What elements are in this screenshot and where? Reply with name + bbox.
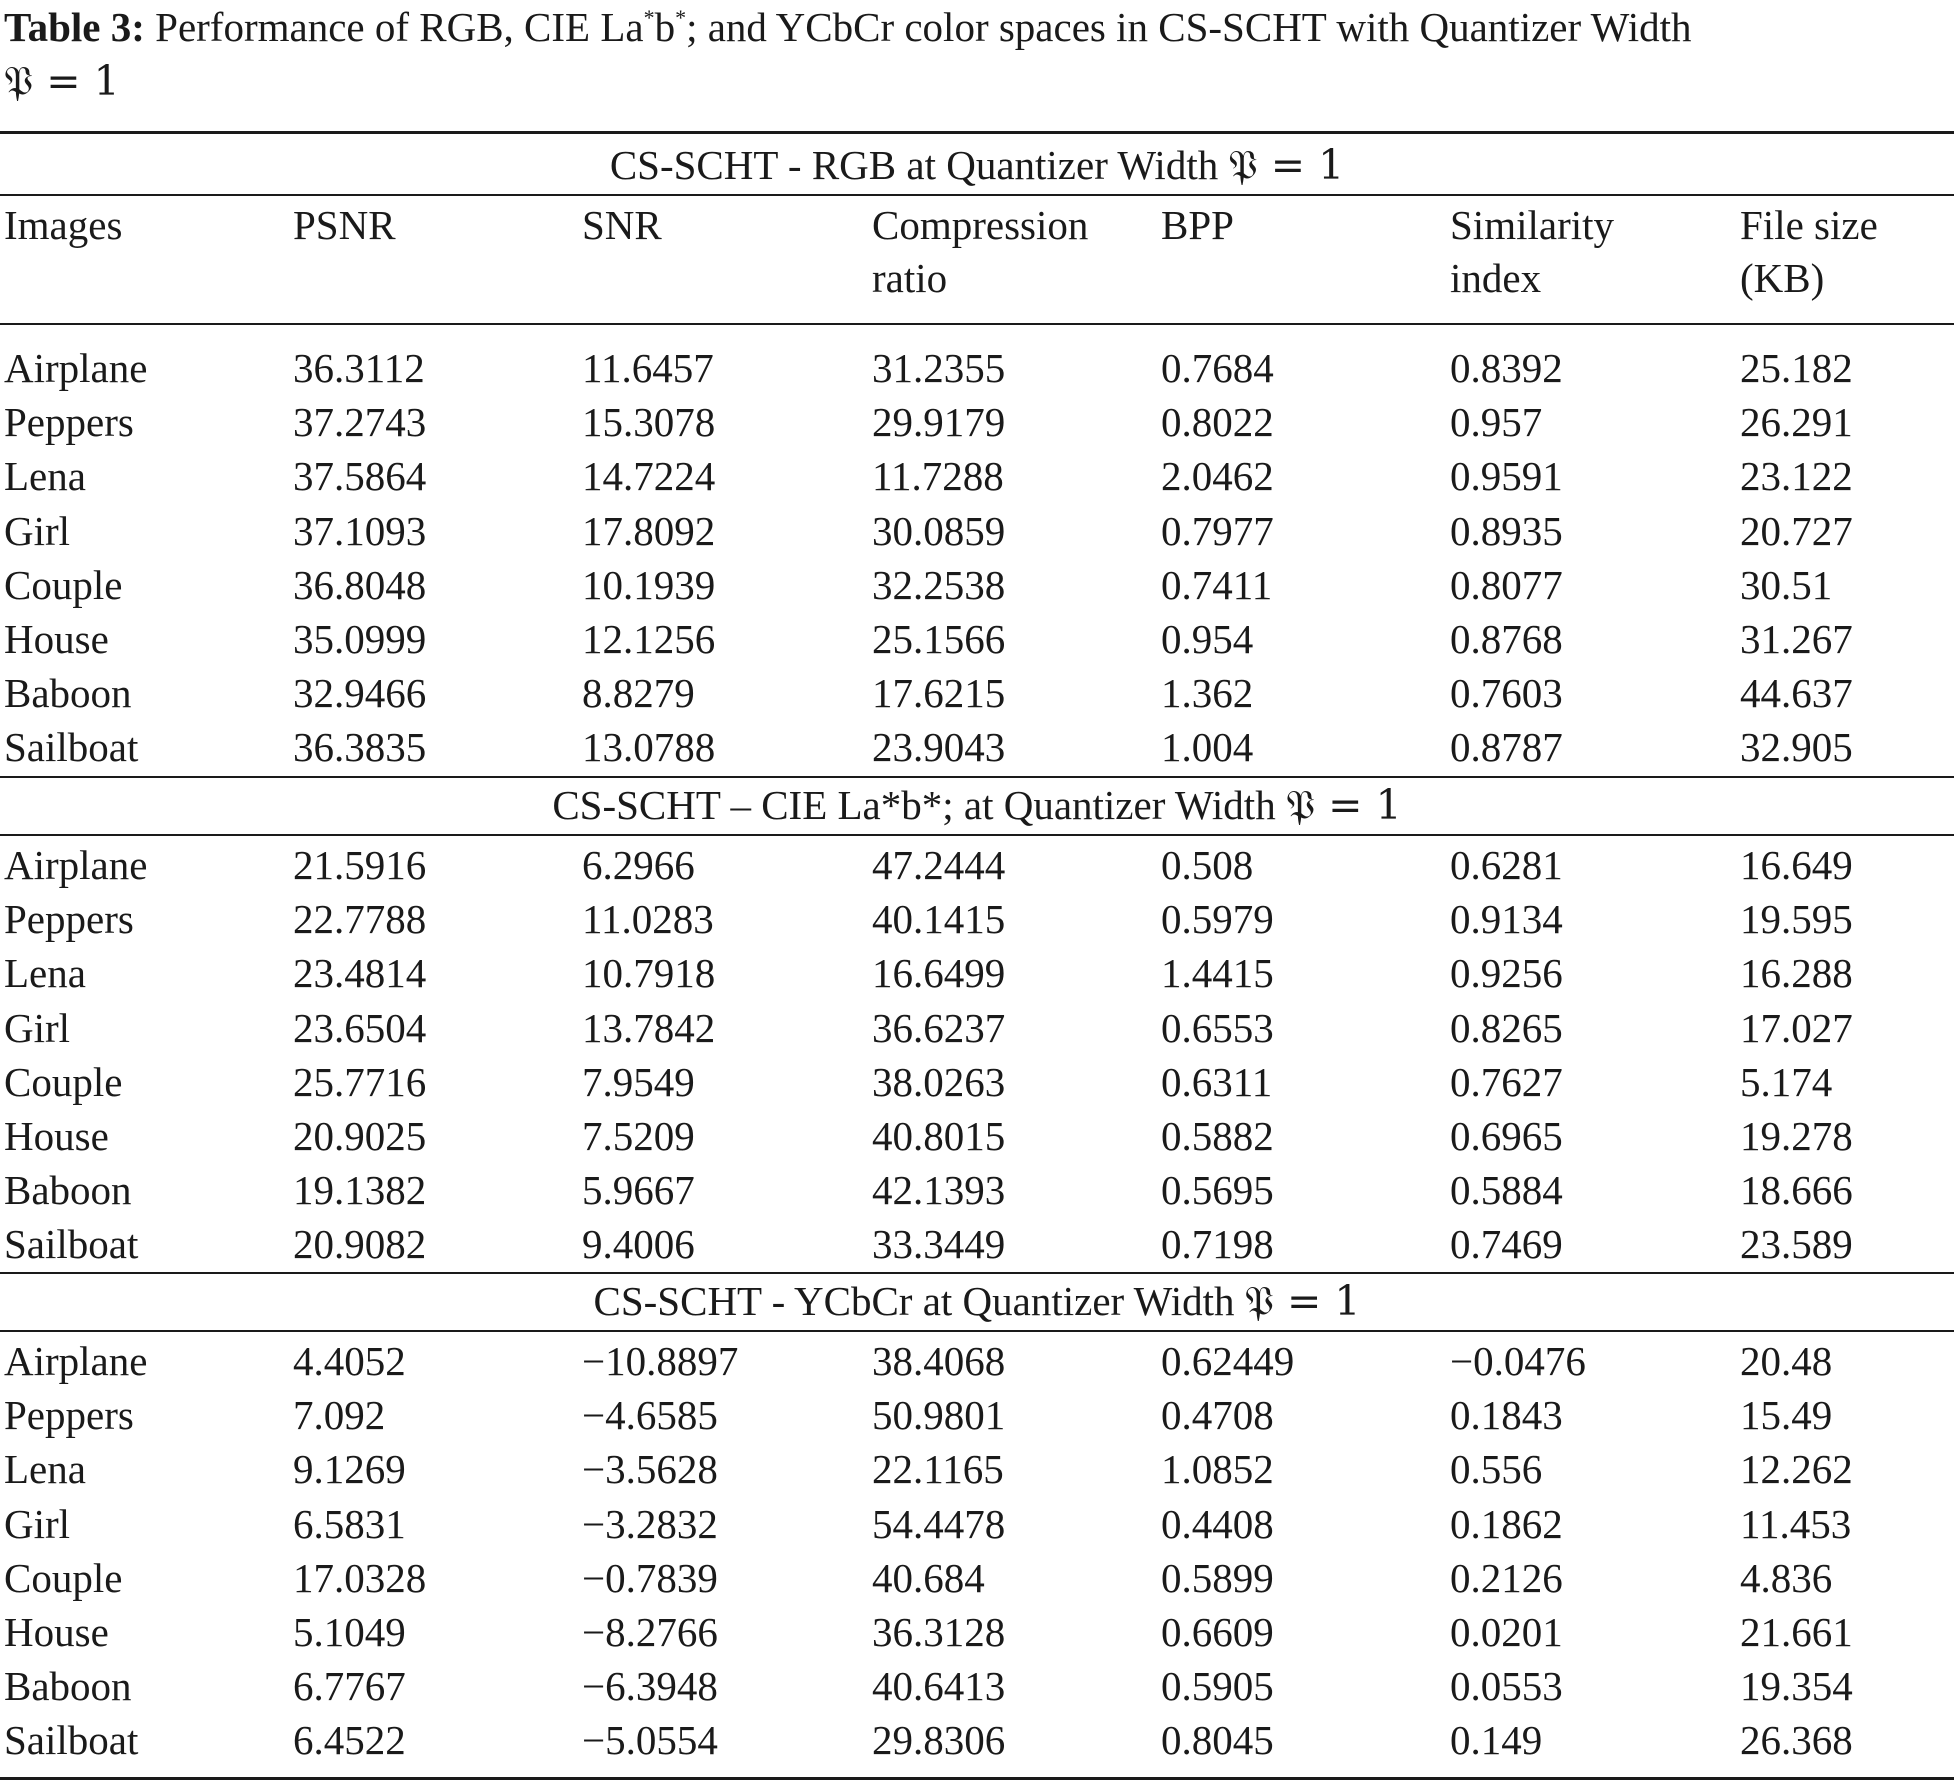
table-cell: 0.9256: [1450, 950, 1563, 997]
table-cell: 0.0553: [1450, 1663, 1563, 1710]
table-cell: 23.4814: [293, 950, 427, 997]
row-image-name: House: [4, 1113, 109, 1159]
table-cell: 40.6413: [872, 1663, 1006, 1710]
table-cell: 0.7684: [1161, 345, 1274, 391]
table-cell: 0.4708: [1161, 1392, 1274, 1439]
table-cell: 10.7918: [582, 950, 716, 997]
table-cell: 33.3449: [872, 1221, 1006, 1268]
table-cell: 32.2538: [872, 561, 1006, 608]
table-cell: 21.661: [1740, 1609, 1853, 1655]
column-header: Similarity: [1450, 202, 1614, 248]
table-cell: 5.9667: [582, 1167, 695, 1214]
table-cell: 54.4478: [872, 1500, 1006, 1547]
table-cell: 0.6311: [1161, 1058, 1273, 1105]
table-cell: 0.5905: [1161, 1663, 1274, 1710]
table-cell: 4.836: [1740, 1554, 1833, 1601]
table-cell: −5.0554: [582, 1717, 718, 1764]
column-header: PSNR: [293, 202, 396, 248]
row-image-name: Airplane: [4, 1338, 148, 1384]
table-cell: 0.954: [1161, 616, 1254, 662]
row-image-name: Airplane: [4, 842, 148, 888]
table-cell: 0.149: [1450, 1717, 1543, 1764]
column-header: Images: [4, 202, 123, 248]
row-image-name: Peppers: [4, 1392, 134, 1439]
table-cell: 25.7716: [293, 1058, 427, 1105]
row-image-name: Girl: [4, 1004, 71, 1051]
table-cell: 16.288: [1740, 950, 1853, 997]
table-cell: 22.7788: [293, 896, 427, 943]
table-cell: 20.48: [1740, 1338, 1833, 1384]
table-cell: 40.8015: [872, 1113, 1006, 1159]
group-header-text: CS-SCHT - RGB at Quantizer Width: [609, 142, 1229, 188]
row-image-name: Couple: [4, 1058, 123, 1105]
table-cell: 29.8306: [872, 1717, 1006, 1764]
table-cell: 14.7224: [582, 453, 716, 500]
table-cell: 16.649: [1740, 842, 1853, 888]
table-cell: 0.8077: [1450, 561, 1563, 608]
table-cell: 38.0263: [872, 1058, 1006, 1105]
table-cell: −0.7839: [582, 1554, 718, 1601]
table-cell: −10.8897: [582, 1338, 739, 1384]
table-cell: 0.0201: [1450, 1609, 1563, 1655]
table-cell: 17.0328: [293, 1554, 427, 1601]
table-cell: 19.1382: [293, 1167, 427, 1214]
column-header: ratio: [872, 255, 948, 301]
table-cell: 19.278: [1740, 1113, 1853, 1159]
table-cell: 0.1862: [1450, 1500, 1563, 1547]
column-header: BPP: [1161, 202, 1234, 248]
table-cell: 11.453: [1740, 1500, 1852, 1547]
row-image-name: Girl: [4, 1500, 71, 1547]
table-cell: 13.0788: [582, 724, 716, 771]
group-rule: [0, 834, 1954, 836]
table-cell: 19.354: [1740, 1663, 1853, 1710]
table-cell: 1.0852: [1161, 1446, 1274, 1493]
row-image-name: Sailboat: [4, 1221, 139, 1268]
table-cell: 11.0283: [582, 896, 714, 943]
table-cell: −4.6585: [582, 1392, 718, 1439]
table-cell: 38.4068: [872, 1338, 1006, 1384]
table-cell: 40.684: [872, 1554, 985, 1601]
table-cell: 0.8045: [1161, 1717, 1274, 1764]
row-image-name: House: [4, 616, 109, 662]
column-header: File size: [1740, 202, 1878, 248]
column-header: (KB): [1740, 255, 1825, 301]
row-image-name: Lena: [4, 453, 86, 500]
table-cell: 36.3835: [293, 724, 427, 771]
caption-sup-1: *: [643, 5, 655, 30]
table-cell: 13.7842: [582, 1004, 716, 1051]
group-header: [0, 778, 1954, 832]
table-cell: 9.1269: [293, 1446, 406, 1493]
table-cell: 1.004: [1161, 724, 1254, 771]
table-cell: −3.5628: [582, 1446, 718, 1493]
table-cell: 30.0859: [872, 507, 1006, 554]
table-cell: 5.1049: [293, 1609, 406, 1655]
table-cell: 35.0999: [293, 616, 427, 662]
table-cell: 4.4052: [293, 1338, 406, 1384]
table-cell: 8.8279: [582, 670, 695, 717]
table-cell: 0.5884: [1450, 1167, 1563, 1214]
table-cell: 15.3078: [582, 399, 716, 446]
row-image-name: Girl: [4, 507, 71, 554]
row-image-name: Lena: [4, 950, 86, 997]
row-image-name: Airplane: [4, 345, 148, 391]
group-header-quantizer: 𝔓 = 1: [1244, 1277, 1361, 1325]
table-cell: 15.49: [1740, 1392, 1833, 1439]
table-caption: [4, 0, 1949, 108]
caption-label: Table 3:: [4, 4, 145, 50]
table-cell: 11.6457: [582, 345, 714, 391]
table-cell: 17.8092: [582, 507, 716, 554]
row-image-name: Baboon: [4, 1167, 132, 1214]
column-header: SNR: [582, 202, 662, 248]
table-cell: 36.3128: [872, 1609, 1006, 1655]
table-cell: 12.262: [1740, 1446, 1853, 1493]
table-cell: 0.7977: [1161, 507, 1274, 554]
table-cell: 32.9466: [293, 670, 427, 717]
table-cell: 30.51: [1740, 561, 1833, 608]
table-cell: 0.2126: [1450, 1554, 1563, 1601]
row-image-name: Couple: [4, 1554, 123, 1601]
row-image-name: Baboon: [4, 670, 132, 717]
table-cell: 29.9179: [872, 399, 1006, 446]
table-cell: 0.5882: [1161, 1113, 1274, 1159]
table-cell: −3.2832: [582, 1500, 718, 1547]
table-cell: 0.508: [1161, 842, 1254, 888]
table-cell: 20.9025: [293, 1113, 427, 1159]
table-cell: 36.8048: [293, 561, 427, 608]
table-cell: 20.9082: [293, 1221, 427, 1268]
table-cell: 23.122: [1740, 453, 1853, 500]
table-cell: 0.4408: [1161, 1500, 1274, 1547]
table-cell: 0.5899: [1161, 1554, 1274, 1601]
table-cell: 0.5979: [1161, 896, 1274, 943]
row-image-name: Couple: [4, 561, 123, 608]
row-image-name: Baboon: [4, 1663, 132, 1710]
group-header-text: CS-SCHT - YCbCr at Quantizer Width: [593, 1278, 1245, 1324]
group-header: [0, 1274, 1954, 1328]
table-cell: 23.9043: [872, 724, 1006, 771]
table-cell: 47.2444: [872, 842, 1006, 888]
group-header-quantizer: 𝔓 = 1: [1285, 781, 1402, 829]
column-header: index: [1450, 255, 1542, 301]
column-header: Compression: [872, 202, 1089, 248]
table-cell: 0.7603: [1450, 670, 1563, 717]
row-image-name: Lena: [4, 1446, 86, 1493]
table-cell: 25.1566: [872, 616, 1006, 662]
table-cell: 0.8935: [1450, 507, 1563, 554]
table-cell: 0.8392: [1450, 345, 1563, 391]
table-cell: 26.291: [1740, 399, 1853, 446]
table-cell: 20.727: [1740, 507, 1853, 554]
group-header: [0, 138, 1954, 192]
table-cell: 1.4415: [1161, 950, 1274, 997]
table-cell: 6.4522: [293, 1717, 406, 1764]
group-rule: [0, 194, 1954, 196]
table-cell: 0.8787: [1450, 724, 1563, 771]
table-cell: 12.1256: [582, 616, 716, 662]
caption-text-line2: 𝔓 = 1: [4, 57, 120, 105]
table-cell: 2.0462: [1161, 453, 1274, 500]
table-cell: 0.8265: [1450, 1004, 1563, 1051]
table-cell: 23.6504: [293, 1004, 427, 1051]
table-cell: 37.1093: [293, 507, 427, 554]
group-header-quantizer: 𝔓 = 1: [1228, 141, 1345, 189]
row-image-name: Peppers: [4, 399, 134, 446]
table-cell: 11.7288: [872, 453, 1004, 500]
table-cell: 0.6965: [1450, 1113, 1563, 1159]
table-cell: 0.1843: [1450, 1392, 1563, 1439]
table-cell: 44.637: [1740, 670, 1853, 717]
table-cell: 21.5916: [293, 842, 427, 888]
table-cell: 10.1939: [582, 561, 716, 608]
table-cell: −8.2766: [582, 1609, 718, 1655]
table-cell: 22.1165: [872, 1446, 1004, 1493]
table-cell: 42.1393: [872, 1167, 1006, 1214]
table-cell: 50.9801: [872, 1392, 1006, 1439]
table-cell: 9.4006: [582, 1221, 695, 1268]
table-cell: 0.7627: [1450, 1058, 1563, 1105]
top-rule: [0, 131, 1954, 134]
table-cell: 36.6237: [872, 1004, 1006, 1051]
table-cell: 26.368: [1740, 1717, 1853, 1764]
table-cell: 0.6609: [1161, 1609, 1274, 1655]
table-cell: 0.6553: [1161, 1004, 1274, 1051]
table-cell: 5.174: [1740, 1058, 1833, 1105]
table-cell: 0.7469: [1450, 1221, 1563, 1268]
table-cell: 37.2743: [293, 399, 427, 446]
table-cell: 0.957: [1450, 399, 1543, 446]
table-cell: 0.8768: [1450, 616, 1563, 662]
group-header-text: CS-SCHT – CIE La*b*; at Quantizer Width: [552, 782, 1286, 828]
table-cell: −6.3948: [582, 1663, 718, 1710]
caption-text-1: Performance of RGB, CIE La: [144, 4, 644, 50]
table-cell: 0.7411: [1161, 561, 1273, 608]
row-image-name: Peppers: [4, 896, 134, 943]
table-cell: 1.362: [1161, 670, 1254, 717]
table-cell: 17.027: [1740, 1004, 1853, 1051]
group-rule: [0, 1330, 1954, 1332]
table-cell: 6.7767: [293, 1663, 406, 1710]
table-cell: 6.2966: [582, 842, 695, 888]
table-cell: 0.62449: [1161, 1338, 1295, 1384]
table-cell: 6.5831: [293, 1500, 406, 1547]
caption-sup-2: *: [675, 5, 687, 30]
table-cell: 0.5695: [1161, 1167, 1274, 1214]
table-cell: 16.6499: [872, 950, 1006, 997]
table-cell: 0.8022: [1161, 399, 1274, 446]
caption-text-2: b: [654, 4, 676, 50]
table-cell: 31.2355: [872, 345, 1006, 391]
bottom-rule: [0, 1777, 1954, 1780]
table-cell: 7.9549: [582, 1058, 695, 1105]
header-rule: [0, 323, 1954, 325]
table-cell: 36.3112: [293, 345, 425, 391]
table-cell: 7.5209: [582, 1113, 695, 1159]
table-cell: 0.7198: [1161, 1221, 1274, 1268]
table-cell: 0.9134: [1450, 896, 1563, 943]
table-cell: 37.5864: [293, 453, 427, 500]
table-cell: 25.182: [1740, 345, 1853, 391]
table-cell: 23.589: [1740, 1221, 1853, 1268]
row-image-name: Sailboat: [4, 724, 139, 771]
table-cell: 19.595: [1740, 896, 1853, 943]
table-cell: 0.9591: [1450, 453, 1563, 500]
row-image-name: House: [4, 1609, 109, 1655]
table-cell: 32.905: [1740, 724, 1853, 771]
row-image-name: Sailboat: [4, 1717, 139, 1764]
table-cell: −0.0476: [1450, 1338, 1586, 1384]
table-cell: 7.092: [293, 1392, 386, 1439]
table-cell: 0.6281: [1450, 842, 1563, 888]
table-cell: 40.1415: [872, 896, 1006, 943]
table-cell: 31.267: [1740, 616, 1853, 662]
table-cell: 17.6215: [872, 670, 1006, 717]
table-cell: 18.666: [1740, 1167, 1853, 1214]
caption-text-3: ; and YCbCr color spaces in CS-SCHT with Quantizer Width: [686, 4, 1692, 50]
table-cell: 0.556: [1450, 1446, 1543, 1493]
